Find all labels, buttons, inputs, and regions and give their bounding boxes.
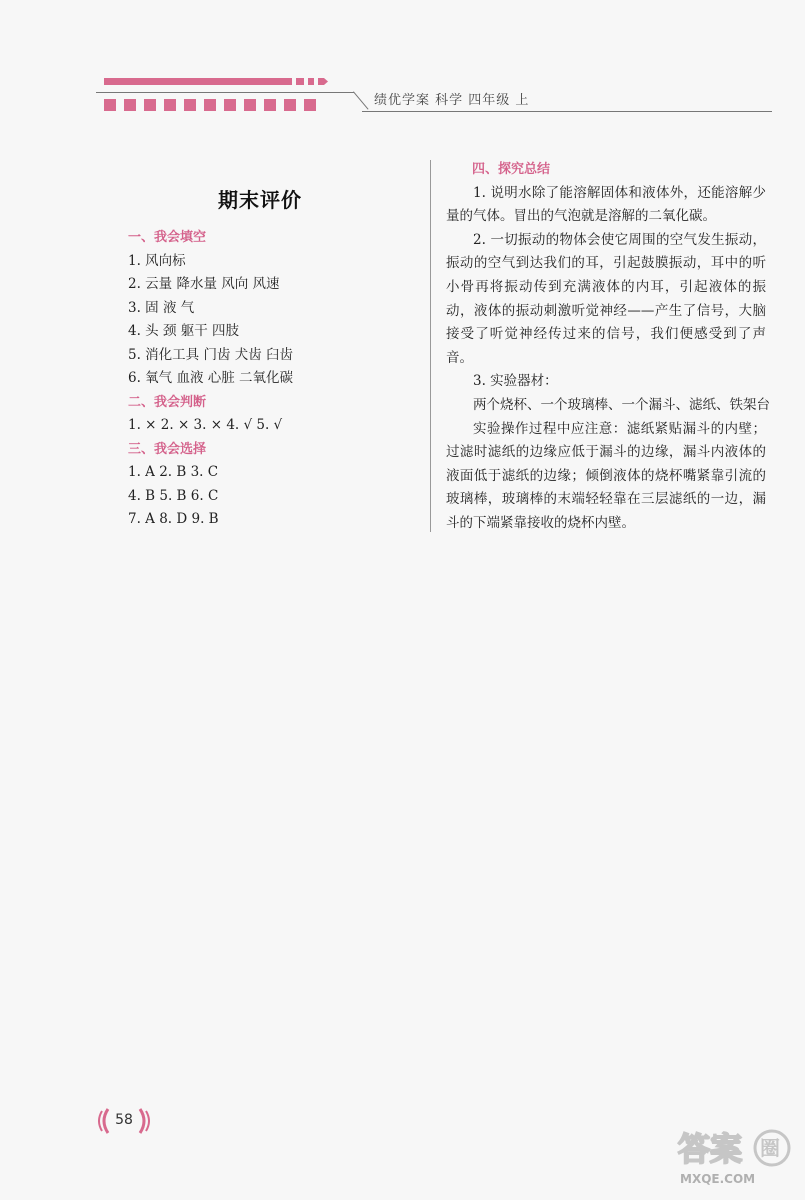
watermark-logo-icon [676,1124,794,1170]
header-decor-arrow [318,78,328,85]
column-divider [430,160,431,532]
answer-line: 1. × 2. × 3. × 4. √ 5. √ [128,417,283,433]
page-number-badge [98,1107,150,1135]
section-heading: 四、探究总结 [472,162,551,177]
header-decor-bar [104,78,292,85]
answer-line: 7. A 8. D 9. B [128,511,219,527]
answer-line: 1. 风向标 [128,252,186,269]
svg-text:答案: 答案 [678,1130,743,1168]
answer-line: 4. 头 颈 躯干 四肢 [128,323,240,339]
section-heading: 二、我会判断 [128,394,207,410]
paragraph: 两个烧杯、一个玻璃棒、一个漏斗、滤纸、铁架台 [473,396,770,413]
answer-line: 5. 消化工具 门齿 犬齿 臼齿 [128,346,294,363]
page-number: 58 [115,1112,133,1128]
header-rule [362,111,772,112]
answer-line: 2. 云量 降水量 风向 风速 [128,276,280,292]
page-title: 期末评价 [218,188,302,212]
header-book-title: 绩优学案 科学 四年级 上 [374,93,530,108]
header-rule [96,92,354,93]
paragraph: 2. 一切振动的物体会使它周围的空气发生振动，振动的空气到达我们的耳，引起鼓膜振动，耳中的听小骨再将振动传到充满液体的内耳，引起液体的振动，液体的振动刺激听觉神经——产生了信号，大脑接受了听觉神经传过来的信号，我们便感受到了声音。 [446,231,766,366]
answer-line: 3. 固 液 气 [128,299,195,316]
header-rule-bend [353,91,369,109]
answer-line: 4. B 5. B 6. C [128,487,219,504]
header-decor-squares [104,99,316,111]
section-heading: 一、我会填空 [128,230,207,245]
answer-line: 1. A 2. B 3. C [128,464,219,480]
left-column [128,226,418,532]
watermark [672,1122,798,1192]
header-decor-dash [308,78,314,85]
paragraph: 实验操作过程中应注意：滤纸紧贴漏斗的内壁；过滤时滤纸的边缘应低于漏斗的边缘，漏斗内液体的液面低于滤纸的边缘；倾倒液体的烧杯嘴紧靠引流的玻璃棒，玻璃棒的末端轻轻靠在三层滤纸的一边，漏斗的下端紧靠接收的烧杯内壁。 [446,420,766,531]
section-heading: 三、我会选择 [128,441,207,457]
svg-text:圈: 圈 [760,1136,780,1160]
paragraph: 1. 说明水除了能溶解固体和液体外，还能溶解少量的气体。冒出的气泡就是溶解的二氧化碳。 [446,184,766,225]
watermark-url: MXQE.COM [680,1172,756,1186]
right-column [446,158,770,536]
answer-line: 6. 氧气 血液 心脏 二氧化碳 [128,370,294,386]
header-decor-dash [296,78,304,85]
paragraph: 3. 实验器材： [473,373,558,390]
